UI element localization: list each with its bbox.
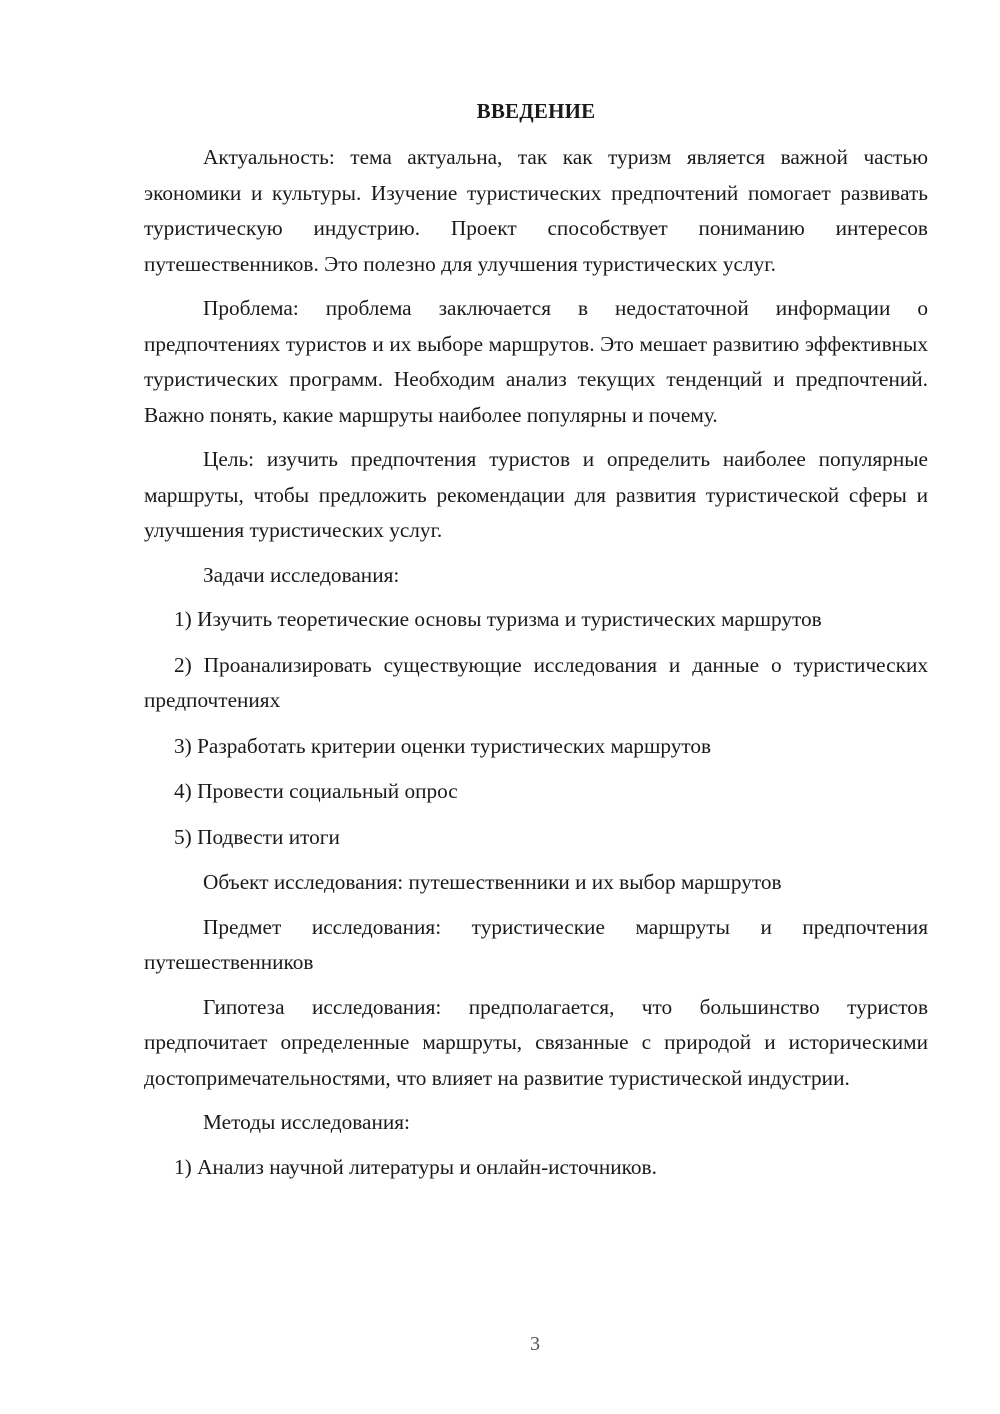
task-item: 5) Подвести итоги: [174, 824, 340, 849]
tasks-title: Задачи исследования:: [203, 562, 400, 587]
task-item: 2) Проанализировать существующие исследования и данные о туристических предпочтениях: [144, 652, 928, 712]
relevance-paragraph: Актуальность: тема актуальна, так как туризм является важной частью экономики и культуры. Изучение туристических предпочтений помогает развивать туристическую индустрию. Проект способствует пониманию интересов путешественников. Это полезно для улучшения туристических услуг.: [144, 145, 928, 276]
task-item: 4) Провести социальный опрос: [174, 779, 458, 803]
hypothesis-paragraph: Гипотеза исследования: предполагается, что большинство туристов предпочитает определенные маршруты, связанные с природой и историческими достопримечательностями, что влияет на развитие туристической индустрии.: [144, 994, 928, 1090]
page-number: 3: [530, 1333, 540, 1355]
task-item: 1) Изучить теоретические основы туризма и туристических маршрутов: [174, 607, 822, 631]
problem-paragraph: Проблема: проблема заключается в недостаточной информации о предпочтениях туристов и их выборе маршрутов. Это мешает развитию эффективных туристических программ. Необходим анализ текущих тенденций и предпочтений. Важно понять, какие маршруты наиболее популярны и почему.: [144, 296, 928, 427]
object-paragraph: Объект исследования: путешественники и их выбор маршрутов: [203, 870, 782, 894]
methods-title: Методы исследования:: [203, 1110, 410, 1134]
page-heading: ВВЕДЕНИЕ: [476, 99, 596, 123]
task-item: 3) Разработать критерии оценки туристических маршрутов: [174, 733, 712, 758]
method-item: 1) Анализ научной литературы и онлайн-источников.: [174, 1154, 657, 1179]
goal-paragraph: Цель: изучить предпочтения туристов и определить наиболее популярные маршруты, чтобы предложить рекомендации для развития туристической сферы и улучшения туристических услуг.: [144, 447, 928, 542]
subject-paragraph: Предмет исследования: туристические маршруты и предпочтения путешественников: [144, 914, 928, 974]
page-content: [144, 96, 928, 1195]
